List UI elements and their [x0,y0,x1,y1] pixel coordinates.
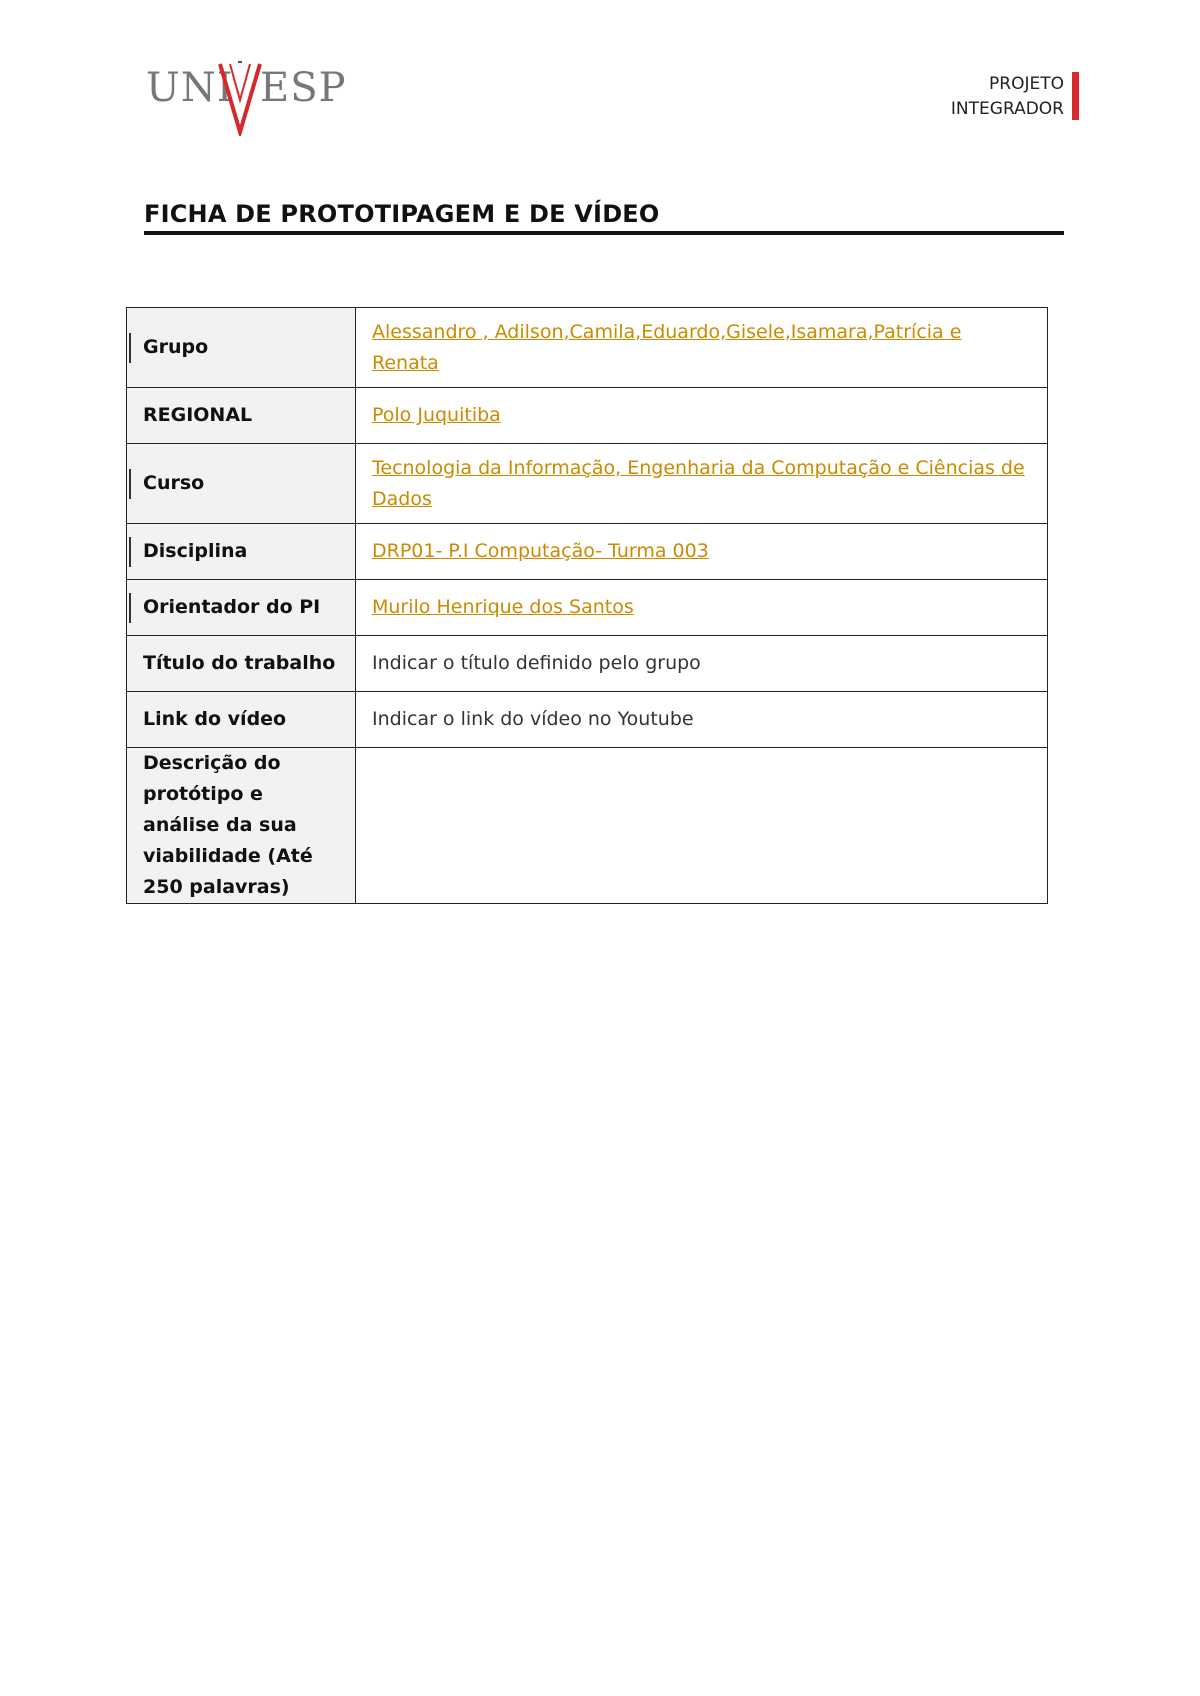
row-label: Descrição do protótipo e análise da sua viabilidade (Até 250 palavras) [127,748,356,904]
row-label: REGIONAL [127,388,356,444]
logo-text-uni: UNI [146,65,234,111]
row-label: Disciplina [127,524,356,580]
row-value-course[interactable]: Tecnologia da Informação, Engenharia da Computação e Ciências de Dados [356,444,1048,524]
table-row [127,444,1048,524]
row-value-description[interactable] [356,748,1048,904]
table-row [127,308,1048,388]
row-value-work-title: Indicar o título definido pelo grupo [356,636,1048,692]
logo-v-mark-icon [218,60,262,136]
margin-mark [129,537,131,567]
row-value-advisor[interactable]: Murilo Henrique dos Santos [356,580,1048,636]
project-tag [951,72,1070,122]
table-row [127,388,1048,444]
row-label: Curso [127,444,356,524]
logo-text-esp: ESP [260,65,347,111]
project-tag-line1: PROJETO [989,74,1064,94]
row-label: Orientador do PI [127,580,356,636]
row-label: Grupo [127,308,356,388]
table-row [127,692,1048,748]
row-value-regional[interactable]: Polo Juquitiba [356,388,1048,444]
row-label: Título do trabalho [127,636,356,692]
row-value-group[interactable]: Alessandro , Adilson,Camila,Eduardo,Gisele,Isamara,Patrícia e Renata [356,308,1048,388]
table-row [127,524,1048,580]
table-row [127,748,1048,904]
row-value-video-link: Indicar o link do vídeo no Youtube [356,692,1048,748]
project-tag-line2: INTEGRADOR [950,99,1064,119]
margin-mark [129,469,131,499]
margin-mark [129,593,131,623]
row-value-discipline[interactable]: DRP01- P.I Computação- Turma 003 [356,524,1048,580]
row-label: Link do vídeo [127,692,356,748]
document-title: FICHA DE PROTOTIPAGEM E DE VÍDEO [144,200,1064,235]
table-row [127,636,1048,692]
project-accent-bar [1072,72,1079,120]
univesp-logo [146,60,346,140]
info-table [126,307,1048,904]
table-row [127,580,1048,636]
margin-mark [129,333,131,363]
